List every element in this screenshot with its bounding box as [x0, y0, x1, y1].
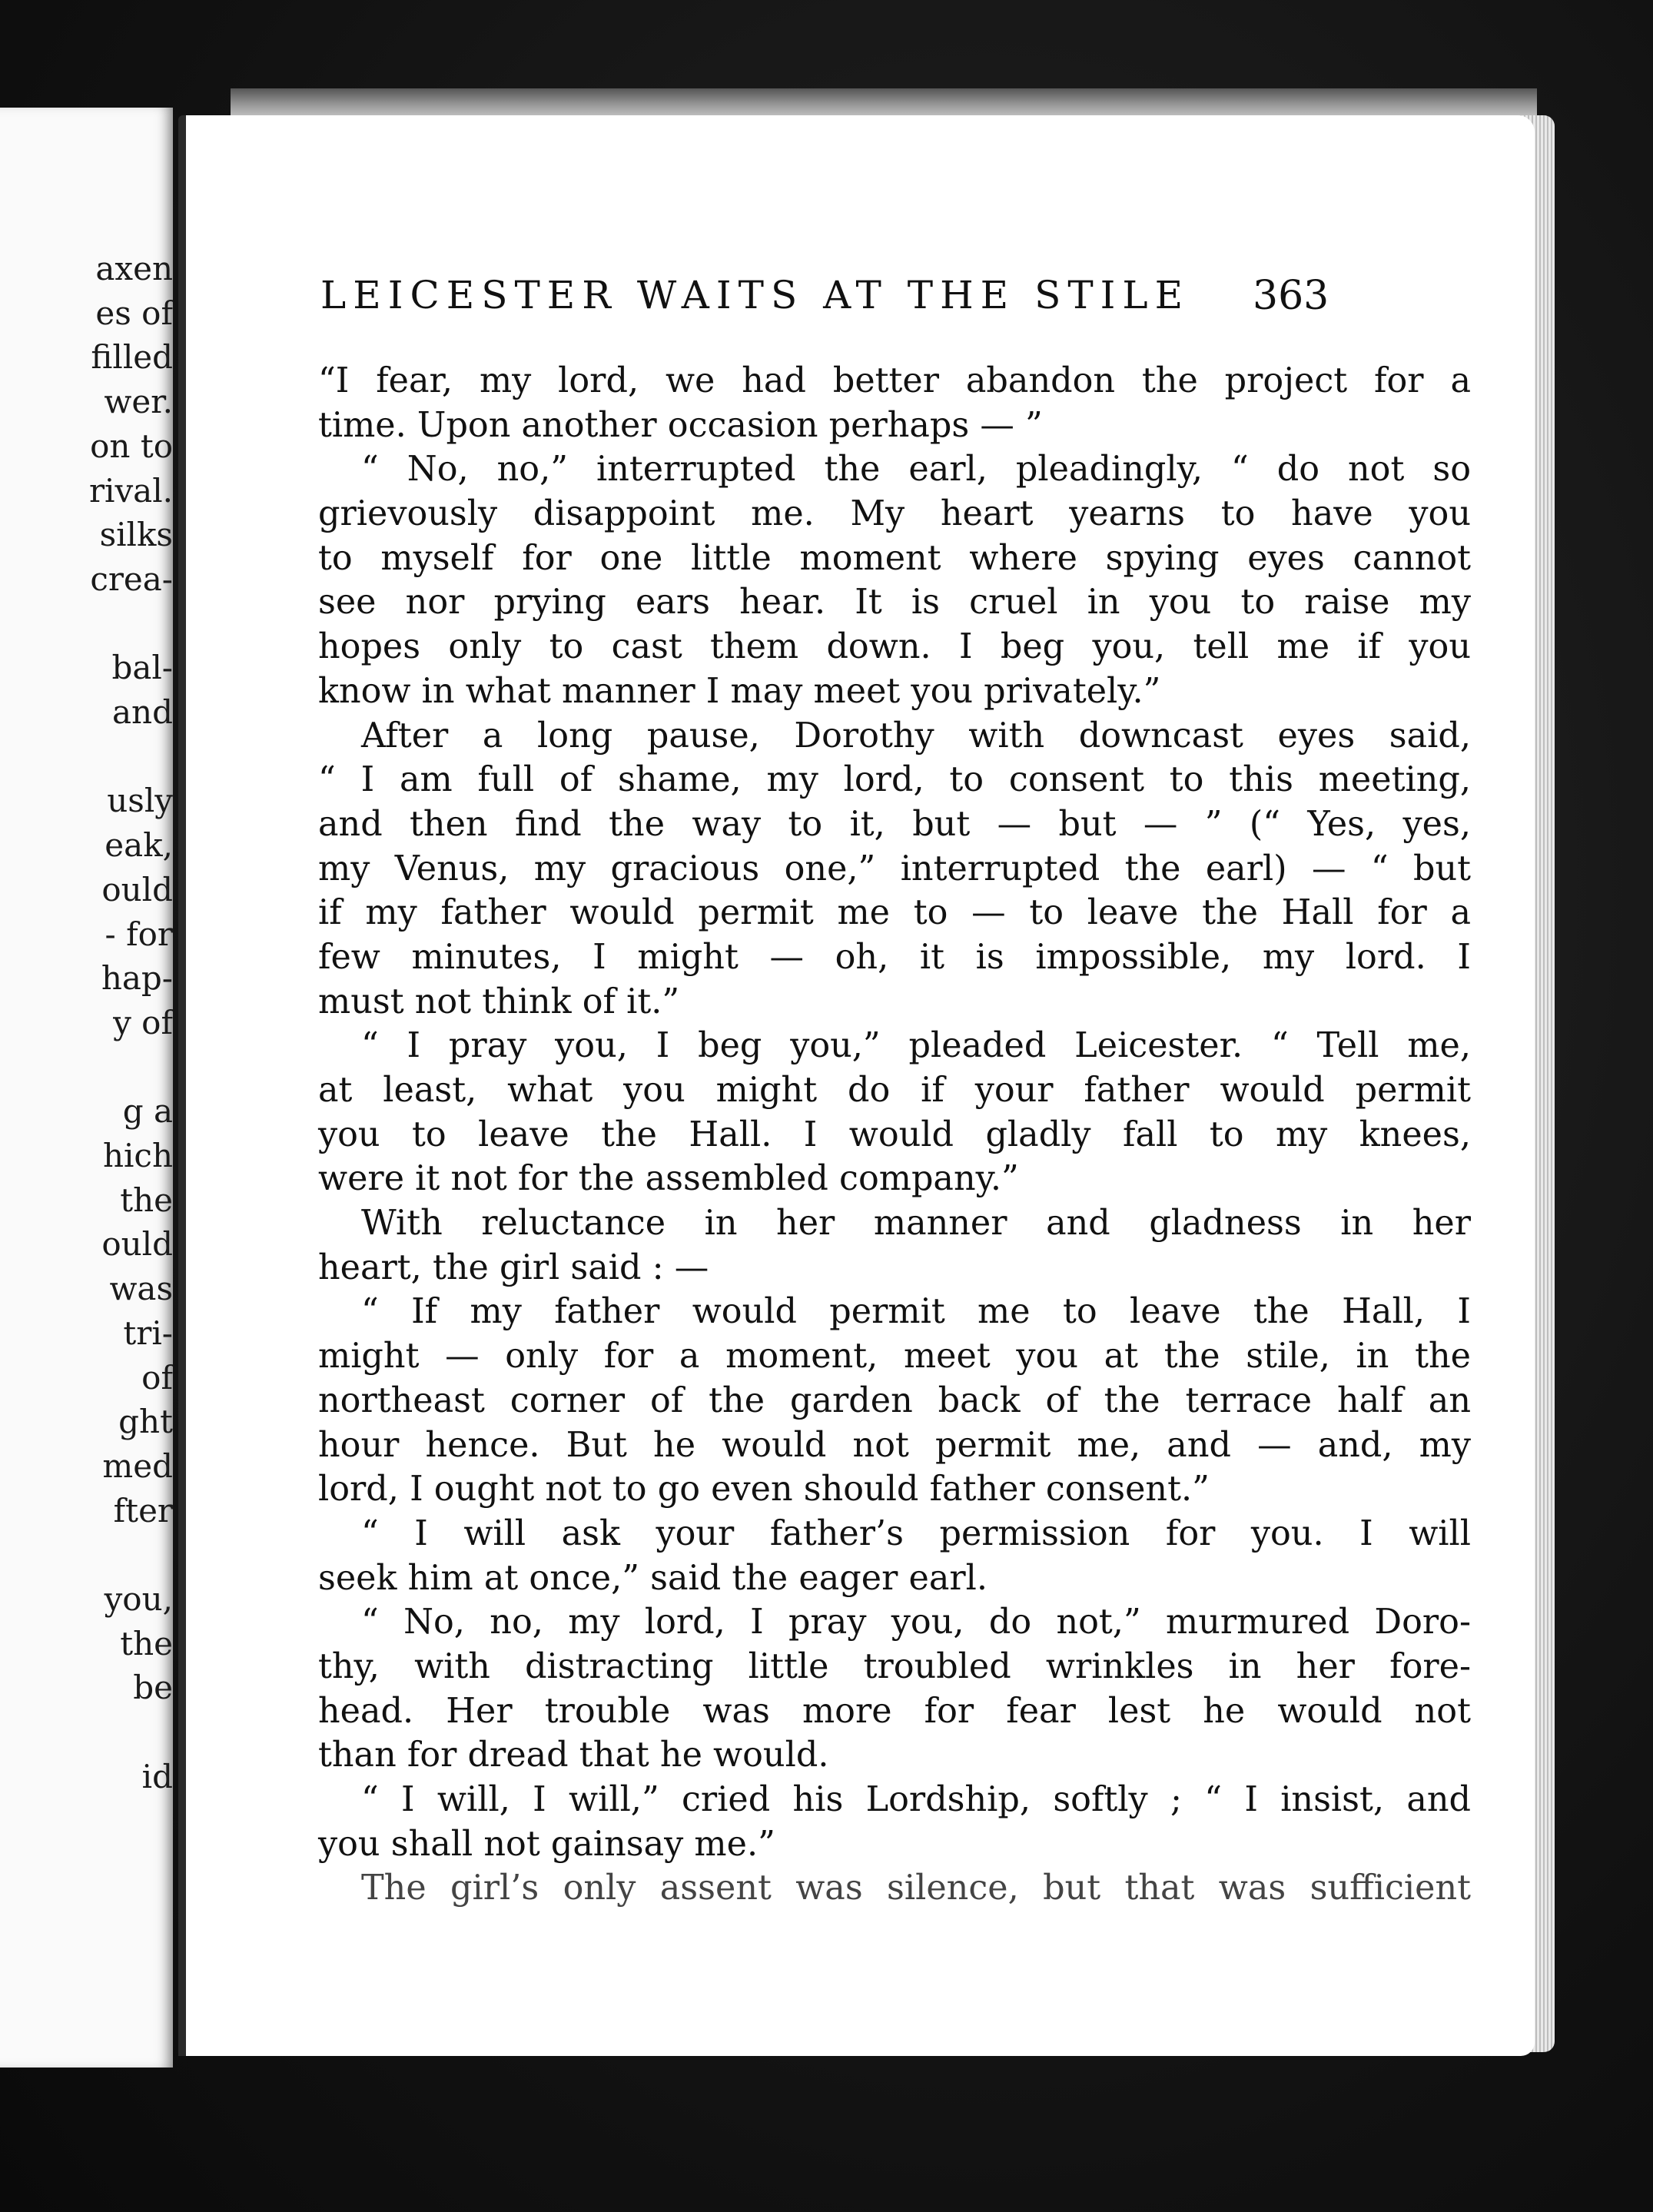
left-page-fragment: ould	[101, 1225, 173, 1264]
text-line: northeast corner of the garden back of the terrace half an	[318, 1380, 1471, 1420]
text-line: With reluctance in her manner and gladness in her	[361, 1204, 1471, 1244]
text-line: you to leave the Hall. I would gladly fall to my knees,	[318, 1114, 1471, 1154]
text-line: thy, with distracting little troubled wrinkles in her fore-	[318, 1646, 1471, 1686]
left-page-fragment: wer.	[104, 383, 173, 421]
text-line: “ No, no, my lord, I pray you, do not,” murmured Doro-	[361, 1603, 1471, 1642]
left-page-fragment: be	[133, 1669, 173, 1707]
text-line: than for dread that he would.	[318, 1735, 829, 1775]
left-page-fragment: bal-	[111, 649, 173, 687]
left-page-fragment: es of	[95, 294, 173, 332]
text-line: might — only for a moment, meet you at the stile, in the	[318, 1337, 1471, 1377]
text-line: “ I am full of shame, my lord, to consent to this meeting,	[318, 760, 1471, 800]
text-line: see nor prying ears hear. It is cruel in you to raise my	[318, 583, 1471, 623]
text-line: at least, what you might do if your father would permit	[318, 1071, 1471, 1110]
left-page-fragment: usly	[107, 782, 173, 820]
book-cover-top-edge	[231, 88, 1537, 119]
left-page-fragment: med	[102, 1446, 173, 1485]
left-page-fragment: rival.	[88, 471, 173, 510]
body-text	[318, 359, 1471, 1911]
left-page-fragment: tri-	[123, 1314, 173, 1352]
left-page-fragment: - for	[105, 915, 173, 953]
left-page-fragment: and	[112, 693, 173, 731]
left-page-fragment: on to	[90, 427, 173, 465]
text-line: seek him at once,” said the eager earl.	[318, 1558, 988, 1598]
left-page-fragment: y of	[113, 1003, 173, 1041]
text-line: lord, I ought not to go even should father consent.”	[318, 1470, 1210, 1510]
text-line: “I fear, my lord, we had better abandon the project for a	[318, 361, 1471, 400]
text-line: you shall not gainsay me.”	[318, 1824, 775, 1864]
left-page-fragment: hap-	[101, 959, 173, 998]
left-page-fragment: the	[120, 1624, 173, 1662]
left-page-fragment: you,	[104, 1580, 173, 1618]
text-line: my Venus, my gracious one,” interrupted the earl) — “ but	[318, 849, 1471, 888]
left-page-fragment: silks	[99, 516, 173, 554]
left-page-fragment: hich	[102, 1137, 173, 1174]
text-line: know in what manner I may meet you privately.”	[318, 671, 1161, 711]
left-page-fragment: was	[109, 1270, 173, 1308]
text-line: “ If my father would permit me to leave the Hall, I	[361, 1292, 1471, 1332]
left-page-fragment: ght	[118, 1403, 173, 1441]
text-line: The girl’s only assent was silence, but that was sufficient	[361, 1868, 1471, 1908]
text-line: if my father would permit me to — to leave the Hall for a	[318, 893, 1471, 933]
text-line: “ No, no,” interrupted the earl, pleadingly, “ do not so	[361, 450, 1471, 490]
left-page-fragment: crea-	[90, 560, 173, 598]
left-page-fragment: the	[120, 1181, 173, 1219]
text-line: hour hence. But he would not permit me, and — and, my	[318, 1425, 1471, 1465]
left-page-edge	[0, 108, 173, 2068]
left-page-fragment: of	[141, 1358, 173, 1397]
text-line: head. Her trouble was more for fear lest he would not	[318, 1691, 1471, 1731]
right-page	[178, 115, 1535, 2056]
text-line: “ I will, I will,” cried his Lordship, softly ; “ I insist, and	[361, 1780, 1471, 1819]
text-line: heart, the girl said : —	[318, 1247, 709, 1287]
text-line: “ I will ask your father’s permission for you. I will	[361, 1513, 1471, 1553]
running-head: LEICESTER WAITS AT THE STILE	[320, 273, 1190, 317]
text-line: and then find the way to it, but — but — ” (“ Yes, yes,	[318, 804, 1471, 844]
left-page-fragment: id	[141, 1757, 173, 1795]
text-line: After a long pause, Dorothy with downcast eyes said,	[361, 716, 1471, 756]
text-line: “ I pray you, I beg you,” pleaded Leicester. “ Tell me,	[361, 1026, 1471, 1066]
text-line: to myself for one little moment where spying eyes cannot	[318, 538, 1471, 578]
page-number: 363	[1253, 273, 1329, 319]
left-page-fragment: axen	[95, 250, 173, 287]
text-line: few minutes, I might — oh, it is impossible, my lord. I	[318, 937, 1471, 977]
text-line: grievously disappoint me. My heart yearns to have you	[318, 494, 1471, 534]
text-line: hopes only to cast them down. I beg you, tell me if you	[318, 627, 1471, 667]
left-page-fragment: ould	[101, 870, 173, 908]
text-line: were it not for the assembled company.”	[318, 1159, 1019, 1199]
text-line: time. Upon another occasion perhaps — ”	[318, 405, 1043, 445]
left-page-fragment: filled	[91, 338, 173, 377]
left-page-fragment: g a	[122, 1092, 173, 1131]
text-line: must not think of it.”	[318, 981, 680, 1021]
left-page-fragment: eak,	[105, 826, 173, 865]
left-page-fragment: fter	[113, 1491, 173, 1529]
